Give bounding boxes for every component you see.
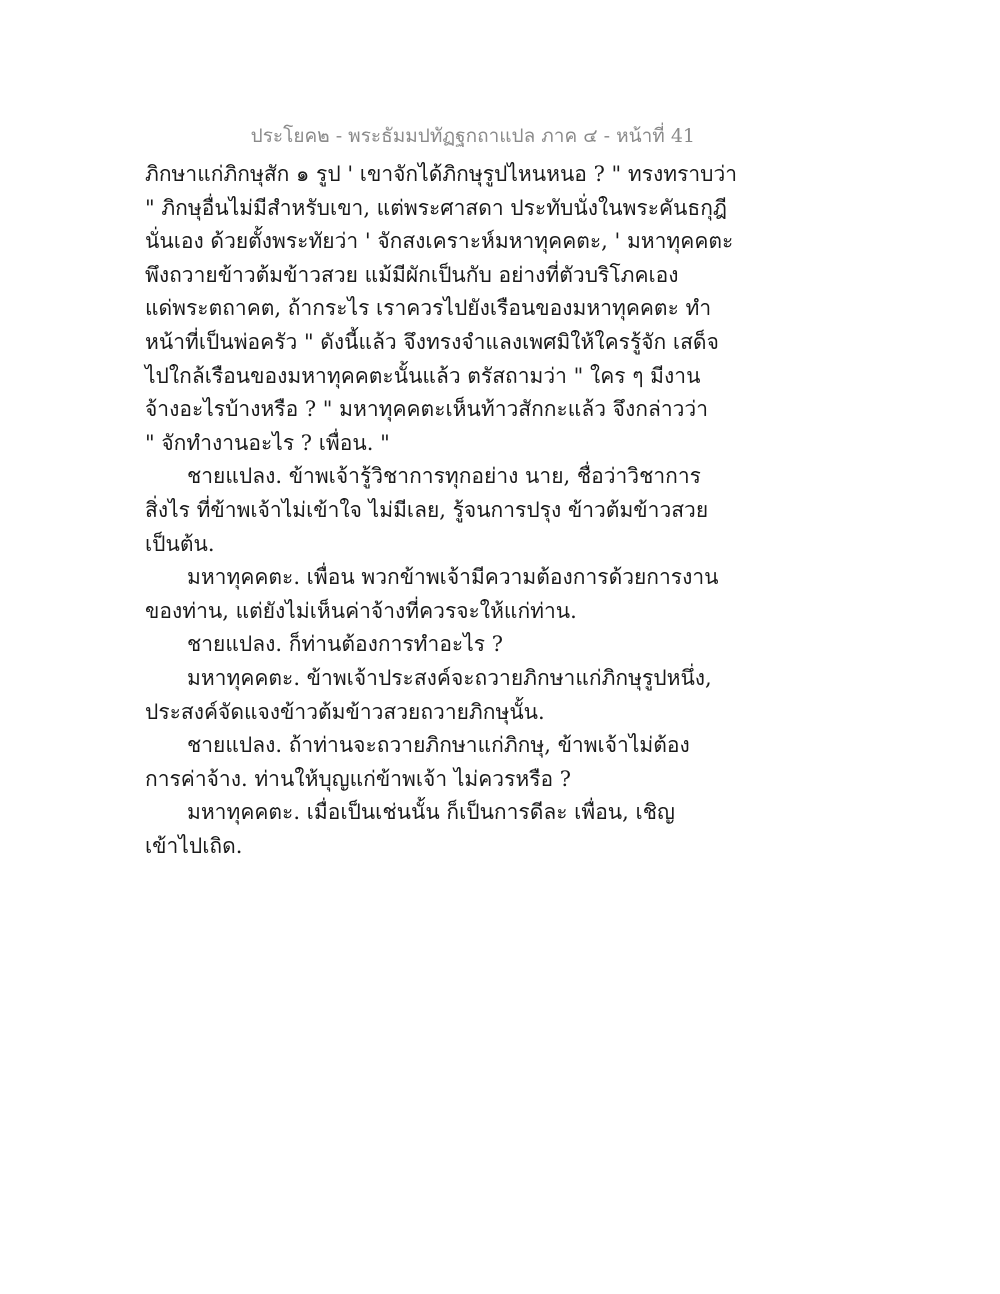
text-line: ชายแปลง. ข้าพเจ้ารู้วิชาการทุกอย่าง นาย, ชื่อว่าวิชาการ — [187, 464, 701, 489]
running-header: ประโยค๒ - พระธัมมปทัฏฐกถาแปล ภาค ๔ - หน้าที่ 41 — [250, 125, 695, 147]
text-line: เป็นต้น. — [145, 531, 215, 556]
text-line: การค่าจ้าง. ท่านให้บุญแก่ข้าพเจ้า ไม่ควรหรือ ? — [145, 766, 572, 791]
text-line: ไปใกล้เรือนของมหาทุคคตะนั้นแล้ว ตรัสถามว่า " ใคร ๆ มีงาน — [145, 363, 701, 388]
text-line: นั่นเอง ด้วยตั้งพระทัยว่า ' จักสงเคราะห์มหาทุคคตะ, ' มหาทุคคตะ — [145, 229, 734, 254]
text-line: เข้าไปเถิด. — [145, 833, 243, 858]
text-line: หน้าที่เป็นพ่อครัว " ดังนี้แล้ว จึงทรงจำแลงเพศมิให้ใครรู้จัก เสด็จ — [145, 329, 719, 354]
body-text — [145, 158, 738, 863]
text-line: จ้างอะไรบ้างหรือ ? " มหาทุคคตะเห็นท้าวสักกะแล้ว จึงกล่าวว่า — [145, 397, 708, 422]
text-line: " จักทำงานอะไร ? เพื่อน. " — [145, 430, 390, 455]
text-line: มหาทุคคตะ. เมื่อเป็นเช่นนั้น ก็เป็นการดีละ เพื่อน, เชิญ — [187, 800, 675, 825]
text-line: สิ่งไร ที่ข้าพเจ้าไม่เข้าใจ ไม่มีเลย, รู้จนการปรุง ข้าวต้มข้าวสวย — [145, 497, 709, 522]
text-line: พึงถวายข้าวต้มข้าวสวย แม้มีผักเป็นกับ อย่างที่ตัวบริโภคเอง — [145, 262, 679, 287]
text-line: ภิกษาแก่ภิกษุสัก ๑ รูป ' เขาจักได้ภิกษุรูปไหนหนอ ? " ทรงทราบว่า — [145, 162, 738, 186]
text-line: ของท่าน, แต่ยังไม่เห็นค่าจ้างที่ควรจะให้แก่ท่าน. — [145, 598, 577, 623]
text-line: " ภิกษุอื่นไม่มีสำหรับเขา, แต่พระศาสดา ประทับนั่งในพระคันธกุฎี — [145, 195, 728, 220]
text-line: ชายแปลง. ถ้าท่านจะถวายภิกษาแก่ภิกษุ, ข้าพเจ้าไม่ต้อง — [187, 733, 690, 758]
text-line: มหาทุคคตะ. ข้าพเจ้าประสงค์จะถวายภิกษาแก่ภิกษุรูปหนึ่ง, — [187, 665, 712, 690]
text-line: ประสงค์จัดแจงข้าวต้มข้าวสวยถวายภิกษุนั้น. — [145, 699, 545, 724]
text-line: มหาทุคคตะ. เพื่อน พวกข้าพเจ้ามีความต้องการด้วยการงาน — [187, 565, 719, 590]
text-line: ชายแปลง. ก็ท่านต้องการทำอะไร ? — [187, 632, 503, 657]
text-line: แด่พระตถาคต, ถ้ากระไร เราควรไปยังเรือนของมหาทุคคตะ ทำ — [145, 296, 712, 321]
